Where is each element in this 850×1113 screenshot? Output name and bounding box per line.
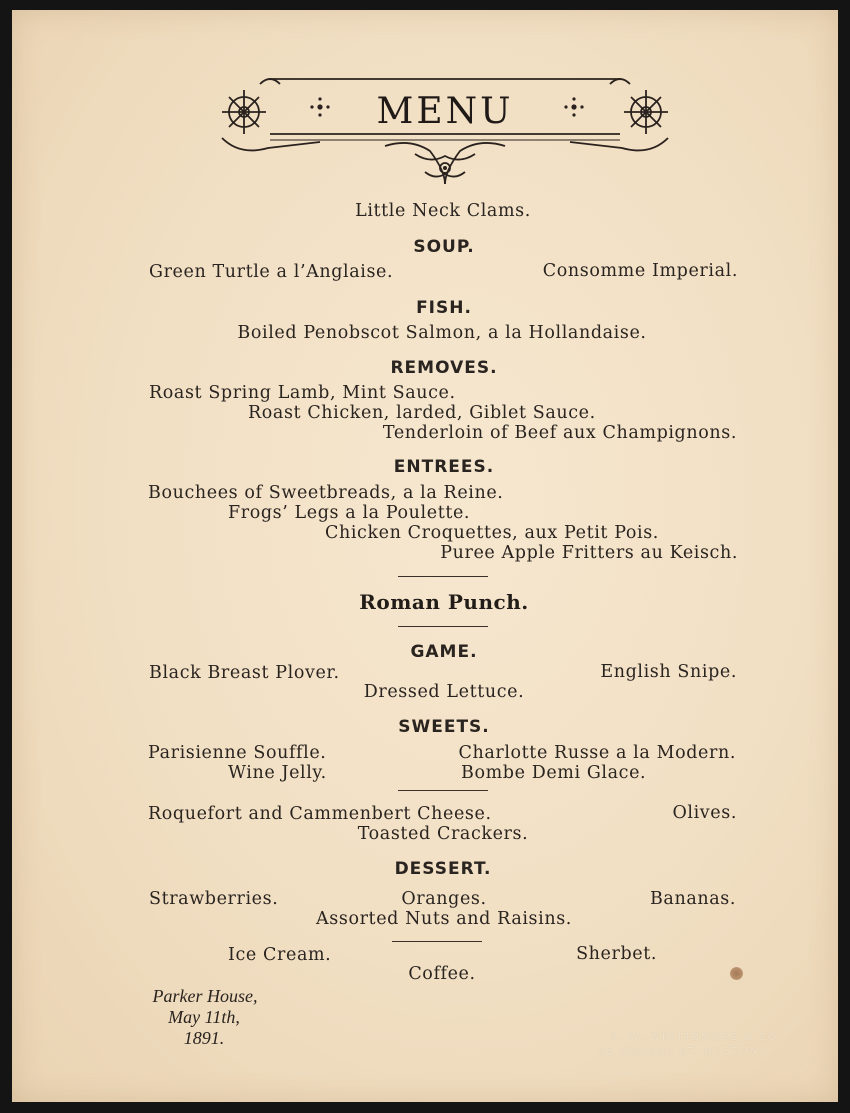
menu-item: Strawberries.: [149, 889, 279, 909]
menu-item: Green Turtle a l’Anglaise.: [149, 262, 394, 282]
menu-item: Chicken Croquettes, aux Petit Pois.: [325, 523, 659, 543]
menu-item: Consomme Imperial.: [542, 261, 738, 281]
menu-item: Assorted Nuts and Raisins.: [316, 909, 572, 929]
section-heading-soup: SOUP.: [413, 237, 475, 257]
menu-item: Bouchees of Sweetbreads, a la Reine.: [148, 483, 504, 503]
menu-item: Toasted Crackers.: [357, 824, 529, 844]
section-heading-game: GAME.: [410, 642, 478, 662]
menu-item: English Snipe.: [600, 662, 737, 682]
divider-rule: [392, 941, 482, 942]
year-text: 1891.: [183, 1028, 225, 1048]
menu-item: Tenderloin of Beef aux Champignons.: [382, 423, 737, 443]
section-heading-entrees: ENTREES.: [393, 457, 495, 477]
menu-item: Coffee.: [408, 964, 476, 984]
menu-item: Oranges.: [401, 889, 487, 909]
menu-item: Bananas.: [649, 889, 736, 909]
printer-stamp-line2: 28 SCHOOL ST. BOSTON.: [598, 1046, 765, 1057]
menu-item: Dressed Lettuce.: [363, 682, 525, 702]
section-heading-removes: REMOVES.: [390, 358, 498, 378]
menu-item: Boiled Penobscot Salmon, a la Hollandaise.: [237, 323, 647, 343]
menu-header-banner: [220, 76, 670, 186]
menu-item: Charlotte Russe a la Modern.: [458, 743, 736, 763]
divider-rule: [398, 626, 488, 627]
starter-item: Little Neck Clams.: [355, 201, 531, 221]
section-heading-sweets: SWEETS.: [398, 717, 490, 737]
menu-card: [12, 10, 838, 1102]
menu-title: MENU: [376, 91, 514, 132]
roman-punch-item: Roman Punch.: [359, 590, 529, 614]
menu-item: Bombe Demi Glace.: [461, 763, 647, 783]
venue-text: Parker House,: [152, 986, 258, 1006]
menu-item: Roast Spring Lamb, Mint Sauce.: [149, 383, 456, 403]
menu-item: Puree Apple Fritters au Keisch.: [440, 543, 738, 563]
menu-item: Parisienne Souffle.: [148, 743, 327, 763]
divider-rule: [398, 576, 488, 577]
section-heading-dessert: DESSERT.: [394, 859, 492, 879]
menu-item: Roquefort and Cammenbert Cheese.: [148, 804, 492, 824]
printer-stamp-line1: A. W. WHITTEMORE & CO.: [610, 1032, 783, 1043]
date-text: May 11th,: [168, 1007, 240, 1027]
stain-spot: [730, 967, 743, 980]
menu-item: Black Breast Plover.: [149, 663, 340, 683]
menu-item: Ice Cream.: [228, 945, 332, 965]
section-heading-fish: FISH.: [416, 298, 472, 318]
menu-item: Sherbet.: [576, 944, 657, 964]
menu-item: Roast Chicken, larded, Giblet Sauce.: [248, 403, 596, 423]
menu-item: Olives.: [672, 803, 737, 823]
divider-rule: [398, 790, 488, 791]
menu-item: Frogs’ Legs a la Poulette.: [228, 503, 471, 523]
menu-item: Wine Jelly.: [228, 763, 327, 783]
